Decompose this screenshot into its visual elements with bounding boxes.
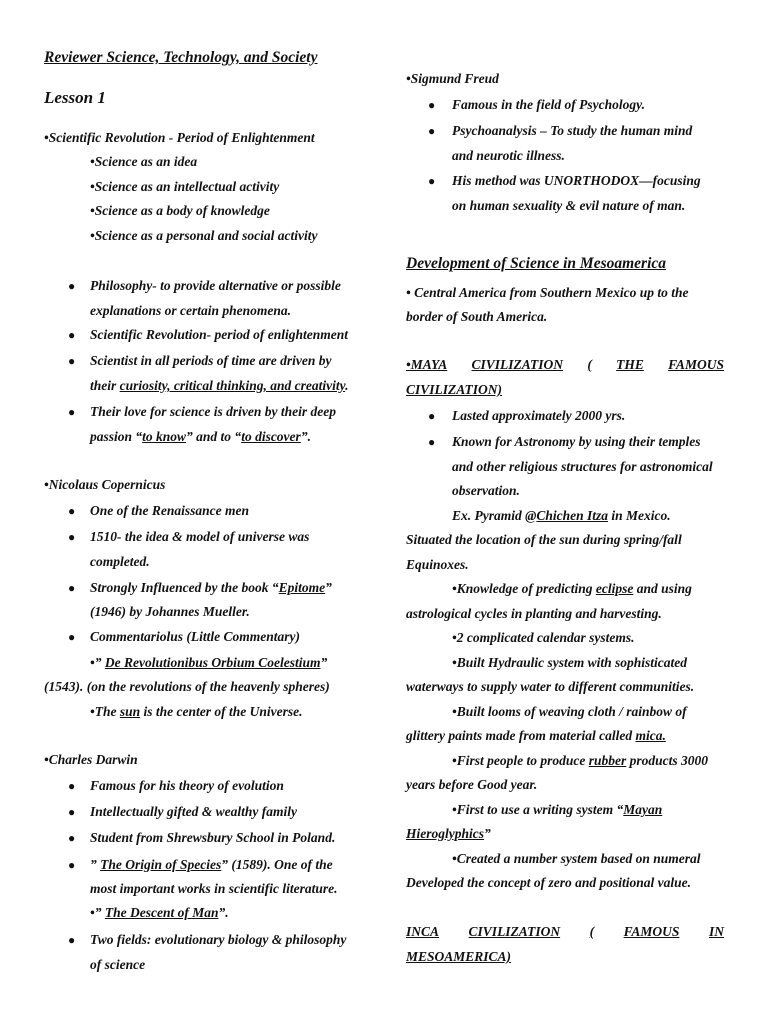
paragraph-line: •Built Hydraulic system with sophisticated — [452, 655, 687, 670]
bullet-icon: ● — [428, 435, 436, 449]
lesson-heading: Lesson 1 — [44, 88, 106, 107]
document-title: Reviewer Science, Technology, and Society — [44, 49, 318, 66]
list-item: Famous for his theory of evolution — [90, 778, 284, 793]
list-item: His method was UNORTHODOX—focusing — [452, 173, 701, 188]
maya-heading-cont: CIVILIZATION) — [406, 382, 503, 397]
paragraph-line: •First to use a writing system “Mayan — [452, 802, 663, 817]
list-item: 1510- the idea & model of universe was — [90, 529, 310, 544]
bullet-icon: ● — [428, 174, 436, 188]
bullet-icon: ● — [68, 858, 76, 872]
list-item: Intellectually gifted & wealthy family — [90, 804, 297, 819]
list-item: •” De Revolutionibus Orbium Coelestium” — [90, 655, 328, 670]
bullet-icon: ● — [428, 409, 436, 423]
bullet-icon: ● — [68, 328, 76, 342]
sci-sub-item: •Science as an intellectual activity — [90, 179, 280, 194]
list-item: Philosophy- to provide alternative or possible — [90, 278, 341, 293]
freud-heading: •Sigmund Freud — [406, 71, 499, 86]
paragraph-line: •2 complicated calendar systems. — [452, 630, 635, 645]
inca-heading: INCA CIVILIZATION ( FAMOUS IN — [406, 924, 724, 939]
bullet-icon: ● — [428, 124, 436, 138]
maya-heading: •MAYA CIVILIZATION ( THE FAMOUS — [406, 357, 724, 372]
darwin-heading: •Charles Darwin — [44, 752, 138, 767]
list-item-cont: explanations or certain phenomena. — [90, 303, 292, 318]
list-item: Lasted approximately 2000 yrs. — [452, 408, 626, 423]
bullet-icon: ● — [68, 405, 76, 419]
bullet-icon: ● — [68, 933, 76, 947]
paragraph-line: •Built looms of weaving cloth / rainbow of — [452, 704, 687, 719]
list-item-cont: and other religious structures for astronomical — [452, 459, 713, 474]
copernicus-heading: •Nicolaus Copernicus — [44, 477, 166, 492]
list-item: Scientist in all periods of time are driven by — [90, 353, 332, 368]
bullet-icon: ● — [68, 805, 76, 819]
paragraph-line: •First people to produce rubber products 3000 — [452, 753, 709, 768]
bullet-icon: ● — [68, 779, 76, 793]
sci-rev-heading: •Scientific Revolution - Period of Enlightenment — [44, 130, 315, 145]
list-item-cont: observation. — [452, 483, 520, 498]
mesoamerica-heading: Development of Science in Mesoamerica — [406, 255, 667, 272]
bullet-icon: ● — [68, 581, 76, 595]
list-item: Psychoanalysis – To study the human mind — [452, 123, 693, 138]
list-item: Known for Astronomy by using their temples — [452, 434, 701, 449]
list-item-cont: (1946) by Johannes Mueller. — [90, 604, 250, 619]
paragraph-line: Equinoxes. — [406, 557, 469, 572]
list-item: Student from Shrewsbury School in Poland. — [90, 830, 336, 845]
list-item: •The sun is the center of the Universe. — [90, 704, 303, 719]
sci-sub-item: •Science as a personal and social activity — [90, 228, 318, 243]
paragraph-line: glittery paints made from material called mica. — [406, 728, 666, 743]
list-item: •” The Descent of Man”. — [90, 905, 229, 920]
list-item: One of the Renaissance men — [90, 503, 250, 518]
paragraph-line: Hieroglyphics” — [406, 826, 491, 841]
list-item-cont: on human sexuality & evil nature of man. — [452, 198, 686, 213]
example-line: Ex. Pyramid @Chichen Itza in Mexico. — [452, 508, 671, 523]
paragraph-line: Developed the concept of zero and positional value. — [406, 875, 691, 890]
list-item: ” The Origin of Species” (1589). One of the — [90, 857, 333, 872]
list-item: Strongly Influenced by the book “Epitome” — [90, 580, 332, 595]
list-item-cont: completed. — [90, 554, 150, 569]
paragraph-line: waterways to supply water to different communities. — [406, 679, 695, 694]
list-item-cont: of science — [90, 957, 146, 972]
paragraph-line: Situated the location of the sun during spring/fall — [406, 532, 682, 547]
list-item-cont: most important works in scientific literature. — [90, 881, 338, 896]
list-item-cont: (1543). (on the revolutions of the heavenly spheres) — [44, 679, 330, 694]
sci-sub-item: •Science as a body of knowledge — [90, 203, 270, 218]
sci-sub-item: •Science as an idea — [90, 154, 198, 169]
list-item: Scientific Revolution- period of enlightenment — [90, 327, 348, 342]
bullet-icon: ● — [68, 504, 76, 518]
bullet-icon: ● — [68, 831, 76, 845]
bullet-icon: ● — [68, 630, 76, 644]
list-item: Their love for science is driven by their deep — [90, 404, 336, 419]
list-item: Famous in the field of Psychology. — [452, 97, 645, 112]
list-item-cont: their curiosity, critical thinking, and creativity. — [90, 378, 349, 393]
paragraph-line: • Central America from Southern Mexico up to the — [406, 285, 689, 300]
paragraph-line: border of South America. — [406, 309, 548, 324]
bullet-icon: ● — [68, 279, 76, 293]
paragraph-line: years before Good year. — [406, 777, 538, 792]
list-item-cont: passion “to know” and to “to discover”. — [90, 429, 311, 444]
list-item-cont: and neurotic illness. — [452, 148, 565, 163]
bullet-icon: ● — [68, 354, 76, 368]
list-item: Two fields: evolutionary biology & philosophy — [90, 932, 347, 947]
paragraph-line: •Knowledge of predicting eclipse and using — [452, 581, 692, 596]
list-item: Commentariolus (Little Commentary) — [90, 629, 301, 644]
bullet-icon: ● — [68, 530, 76, 544]
paragraph-line: •Created a number system based on numeral — [452, 851, 701, 866]
inca-heading-cont: MESOAMERICA) — [406, 949, 512, 964]
bullet-icon: ● — [428, 98, 436, 112]
paragraph-line: astrological cycles in planting and harvesting. — [406, 606, 662, 621]
